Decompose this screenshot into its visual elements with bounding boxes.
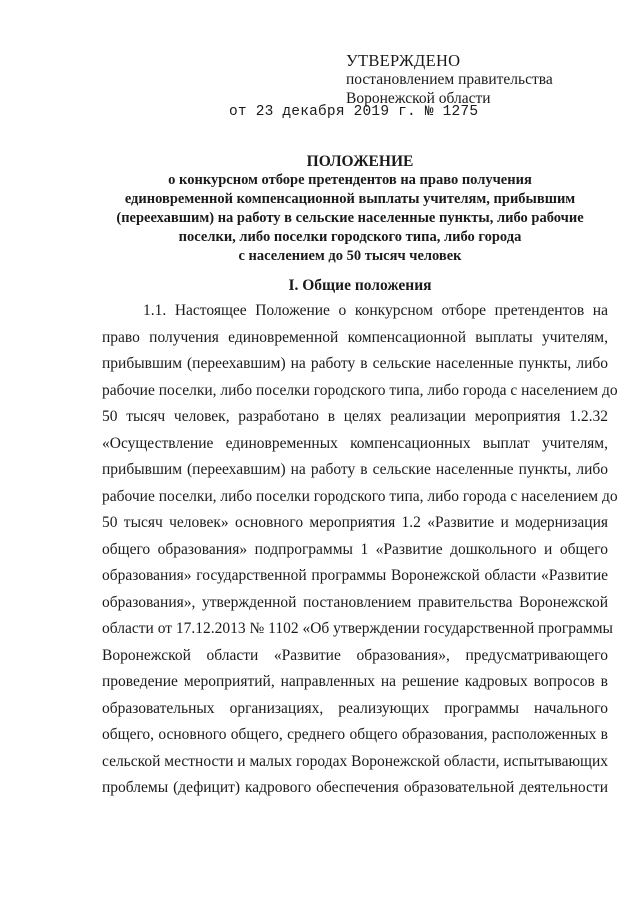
body-line: Воронежской области «Развитие образования», предусматривающего — [102, 647, 608, 664]
body-line: проведение мероприятий, направленных на решение кадровых вопросов в — [102, 673, 608, 690]
body-line: общего образования» подпрограммы 1 «Развитие дошкольного и общего — [102, 541, 608, 558]
approval-word: УТВЕРЖДЕНО — [346, 51, 461, 70]
document-title: ПОЛОЖЕНИЕ — [306, 153, 414, 170]
body-line: прибывшим (переехавшим) на работу в сельские населенные пункты, либо — [102, 461, 608, 478]
body-line: рабочие поселки, либо поселки городского типа, либо города с населением до — [102, 382, 618, 399]
body-line: сельской местности и малых городах Воронежской области, испытывающих — [102, 753, 609, 770]
approval-block — [346, 51, 626, 108]
body-line: образования», утвержденной постановлением правительства Воронежской — [102, 594, 608, 611]
body-line: прибывшим (переехавшим) на работу в сельские населенные пункты, либо — [102, 355, 608, 372]
section-heading: I. Общие положения — [288, 277, 432, 294]
subtitle-line: поселки, либо поселки городского типа, либо города — [178, 229, 522, 245]
body-line: рабочие поселки, либо поселки городского типа, либо города с населением до — [102, 488, 618, 505]
body-line: 50 тысяч человек» основного мероприятия 1.2 «Развитие и модернизация — [102, 514, 608, 531]
subtitle-line: с населением до 50 тысяч человек — [238, 248, 462, 264]
body-line: общего, основного общего, среднего общего образования, расположенных в — [102, 726, 608, 743]
body-line: «Осуществление единовременных компенсационных выплат учителям, — [102, 435, 608, 452]
body-line: 1.1. Настоящее Положение о конкурсном отборе претендентов на — [143, 302, 608, 319]
subtitle-line: о конкурсном отборе претендентов на право получения — [168, 172, 532, 188]
body-line: 50 тысяч человек, разработано в целях реализации мероприятия 1.2.32 — [102, 408, 608, 425]
approval-authority-line: постановлением правительства — [346, 71, 553, 88]
body-line: право получения единовременной компенсационной выплаты учителям, — [102, 329, 608, 346]
subtitle-line: (переехавшим) на работу в сельские населенные пункты, либо рабочие — [116, 210, 584, 226]
body-line: области от 17.12.2013 № 1102 «Об утверждении государственной программы — [102, 620, 613, 637]
body-line: образовательных организациях, реализующих программы начального — [102, 700, 608, 717]
approval-date: от 23 декабря 2019 г. № 1275 — [229, 104, 479, 120]
body-line: проблемы (дефицит) кадрового обеспечения образовательной деятельности — [102, 779, 608, 796]
approval-region-line: Воронежской области — [346, 90, 491, 107]
subtitle-line: единовременной компенсационной выплаты учителям, прибывшим — [124, 191, 576, 207]
body-line: образования» государственной программы Воронежской области «Развитие — [102, 567, 608, 584]
